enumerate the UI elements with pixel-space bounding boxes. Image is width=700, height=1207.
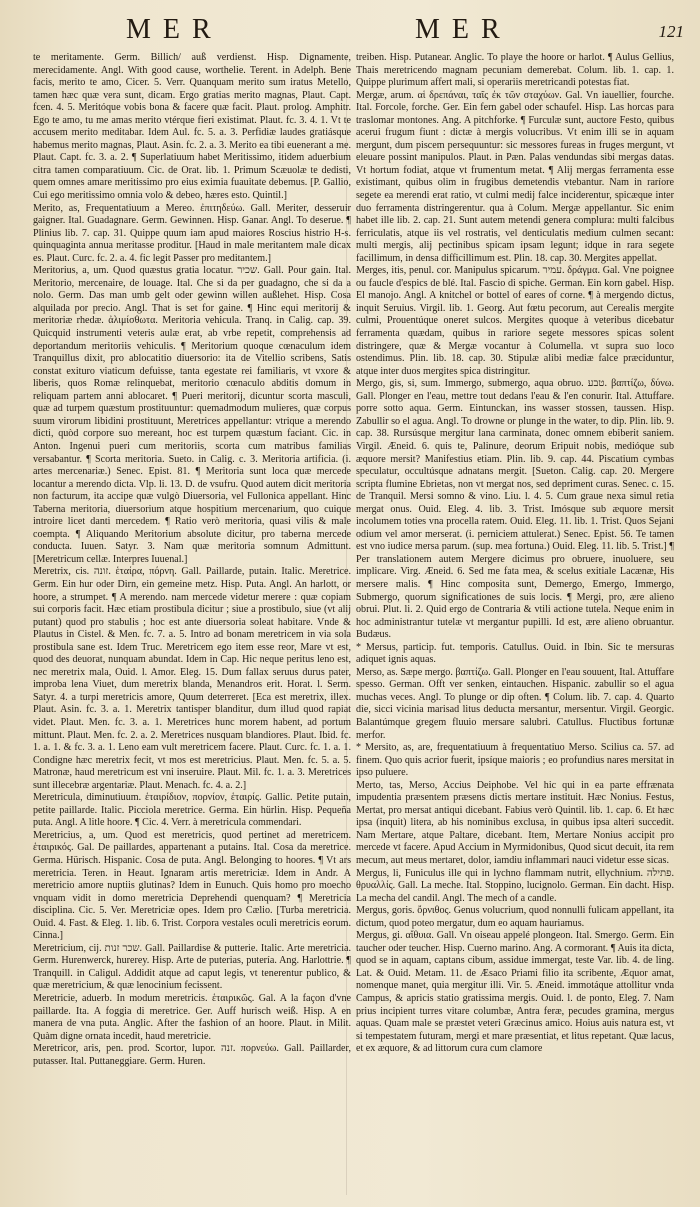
left-column <box>33 52 351 1200</box>
entry-paragraph: Merges, itis, penul. cor. Manipulus spicarum. עמיר. δράγμα. Gal. Vne poignee ou faucle d'espics de blé. Ital. Fascio di spiche. German. Ein korn gabel. Hisp. El manojo. Angl. A knitchel or bottel of eares of corne. ¶ à mergendo dictus, inquit Seruius. Virgil. lib. 1. Georg. Aut fœtu pecorum, aut Cerealis mergite culmi, Prouentúque oneret sulcos. Mergites quoque à veteribus dicebatur ferramenta quædam, quibus in rariore segete messores spicas solent distringere, quæ & Mergæ vocantur à Columella. vt supra suo loco ostendimus. Plin. lib. 18. cap. 30. Stipulæ alibi mediæ falce præciduntur, atque inter duos mergites spica distringitur. <box>356 265 674 377</box>
entry-paragraph: * Mersito, as, are, frequentatiuum à frequentatiuo Merso. Scilius ca. 57. ad finem. Quo quis acrior fuerit, ipsíque maioris ; eo profundius nares mersitat in ipso puluere. <box>356 742 674 779</box>
entry-paragraph: Meretricius, a, um. Quod est meretricis, quod pertinet ad meretricem. ἑταιρικός. Gal. De paillardes, appartenant a putains. Ital. Cosa da meretrice. Germa. Hürisch. Hispanic. Cosa de puta. Angl. Belonging to hoores. ¶ Vt ars meretricia. Teren. in Heaut. Ignaram artis meretriciæ. Idem in Andr. A meretricio amore nuptiis glutinas? Idem in Eunuch. Quis homo pro moecho vnquam vidit in domo meretricia Deprehendi quenquam? ¶ Meretricia disciplina. Cic. 5. Ver. Meretriciæ opes. Idem pro Cælio. [Turba meretricia. Ouid. 4. Fast. & Eleg. 1. lib. 6. Trist. Corpora vestales oculi meretricis eorum. Cinna.] <box>33 829 351 942</box>
entry-paragraph: * Mersus, particip. fut. temporis. Catullus. Ouid. in Ibin. Sic te mersuras adiquet ignis aquas. <box>356 641 674 666</box>
entry-paragraph: Mergæ, arum. αἱ δρεπάναι, ταῖς ἐκ τῶν σταχύων. Gal. Vn iauellier, fourche. Ital. Forcole, forche. Ger. Ein fern gabel oder schaufel. Hisp. Las horcas para traslomar montones. Ang. A pitchforke. ¶ Furculæ sunt, auctore Festo, quibus acerui frugum fiunt : dictæ à mergis volucribus. Vt enim illi se in aquam mergunt, dum piscem persequuntur: sic messores fureas in fruges mergunt, vt eleuare possint manipulos. Plaut. in Pæn. Palas vendundas sibi mergas datas. Vt hortum fodiat, atque vt frumentum metat. ¶ Alij mergas ferramenta esse existimant, quibus olim in frugibus demetendis vtebantur. Nam in raríore segete ea merendi erat ratio, vt culmi medij falce inciderentur, spicæque inter duo ferramenta distringerentur. qua à Colum. Mergæ appellantur. Sic enim habet ille lib. 2. cap. 21. Sunt autem metendi genera complura: multi falcibus ferriculatis, atque iis vel rostratis, vel denticulatis medium culmen secant: multi mergis, alij pectinibus spicam ipsam legunt; idque in rara segete facillimum, in densa difficillimum est. Plin. 18. cap. 30. Mergites appellat. <box>356 89 674 264</box>
entry-paragraph: Meretricie, aduerb. In modum meretricis. ἑταιρικῶς. Gal. A la façon d'vne paillarde. Ita. A foggia di meretrice. Ger. Auff hurisch weiß. Hisp. A en manera de vna puta. Anglic. After the fashion of an hoore. Plaut. in Milit. Quàm digne ornata incedit, haud meretricie. <box>33 993 351 1042</box>
entry-paragraph: Meretricium, cij. שכר זנות. Gall. Paillardise & putterie. Italic. Arte meretricia. Germ. Hurenwerck, hurerey. Hisp. Arte de puterias, putería. Ang. Harlottrie. ¶ Tranquill. in Caligul. Addidit atque ad caput legis, vt tenerentur publico, & quæ meretricium, & quæ lenocinium fecissent. <box>33 942 351 992</box>
entry-paragraph: Mergus, goris. ὄρνιθος. Genus volucrium, quod nonnulli fulicam appellant, ita dictum, quod poteo mergatur, dum eo aquam hauriamus. <box>356 905 674 929</box>
entry-paragraph: Mergus, gi. αἴθυια. Gall. Vn oiseau appelé plongeon. Ital. Smergo. Germ. Ein taucher oder teucher. Hisp. Cuerno marino. Ang. A cormorant. ¶ Auis ita dicta, quod se in aquam, captans cibum, assidue immergat, teste Var. lib. 4. de ling. Lat. & Ouid. Metam. 11. de Æsaco Priami filio ita scribente, Æquor amat, nomenque manet, quia mergitur illi. Vir. 5. Æneid. immotáque attollitur vnda Campus, & apricis statio gratissima mergis. Ouid. l. de ponto, Eleg. 7. Nam prius incipient turres vitare columbæ, Antra feræ, pecudes gramina, mergus aquas. Quam male se præstet veteri Græcinus amico. Hoius auis natura est, vt si tempestatem futuram, mergi et mare præsentiat, et litus repetant. Quæ lacus, et ex æquore, & ad littorum cura cum clamore <box>356 930 674 1055</box>
entry-paragraph: Merito, as, Frequentatiuum a Mereo. ἐπιτηδεύω. Gall. Meriter, desseruir gaigner. Ital. Guadagnare. Germ. Gewinnen. Hisp. Ganar. Angl. To deserue. ¶ Plinius lib. 7. cap. 31. Quippe quum iam apud maiores Roscius histrio H-s. quinquaginta annua meritasse proditur. [Haud in male meritantem male dicax es. Plaut. Curc. fc. 2. a. 4. fic legit Passer pro meditantem.] <box>33 202 351 264</box>
entry-paragraph: Merto, tas, Merso, Accius Deiphobe. Vel hic qui in ea parte effrænata impudentia præsentem præsens dictis mertare instituit. Hæc Nonius. Festus, Mertat, pro mersat antiqui dicebant. Fabius verò Quintil. lib. 1. cap. 6. Et hæc ipsa (inquit) litera, ab his nominibus exclusa, in quibus ipsa alteri succedit. Nam Mertare, atque Paltare, dicebant. Item, Mertare Nonius accipit pro mercede vt facere. Apud Accium in Myrmidonibus, Quod sicut decuit, ita rem mecum, aut meus mertaret, dolor, iamdiu inflammari nauci videtur esse sicas. <box>356 779 674 866</box>
right-running-head: MER <box>415 14 512 45</box>
entry-paragraph: Meritorius, a, um. Quod quæstus gratia locatur. שכיר. Gall. Pour gain. Ital. Meritorio, mercenaire, de louage. Ital. Che si da per guadagno, che si da a nolo. Germ. Das man umb gelt oder gewinn willen außlehet. Hisp. Cosa alquilada por precio. Angl. That is set for gaine. ¶ Hinc equi meritorij & meritoriæ rhedæ. ἀλιμίσθωτα. Meritoria vehicula. Tranq. in Calig. cap. 39. Quicquid instrumenti veteris aulæ erat, ab vrbe repetit, comprehensis ad deportandum meritoriis vehiculis. ¶ Meritorium quoque cœnaculum idem Tranquillus dixit, pro ablocatitio diuersorio: ita de Vitellio scribens, Satis constat exituro viaticum defuisse, tanta egestate rei familiaris, vt vxore & liberis, quos Romæ relinquebat, meritorio cœnaculo abditis domum in reliquam partem anni ablocaret. ¶ Pueri meritorij, dicuntur scorta masculi, quæ ad turpem quæstum prostituuntur: quemadmodum mulieres, quæ corpus suum virorum libidini prostituunt, Meretrices appellantur: vtrique a merendo dicti, quòd corpore suo mereant, hoc est turpem quæstum faciant. Cic. in Anton. Ingenui pueri cum meritoriis, scorta cum matribus familias versabantur. ¶ Scorta meritoria. Sueto. in Calig. c. 3. Meritoria artificia. (i. artes mercenariæ.) Senec. Epist. 81. ¶ Meritoria sunt loca quæ mercede locantur a merendo dicta. Vlp. li. 13. D. de vsufru. Quod autem dicit meritoria non facturum, ita accipe quæ vulgò Diuersoria, vel Fullonica appellant. Hinc Taberna meritoria, diuersorium atque hospitium mercenarium, quo cuique introire licet danti mercedem. ¶ Ratio verò meritoria, quasi vilis & male coempta. ¶ Aliquando Meritorium absolute dicitur, pro taberna mercede conducta. Iuuen. Satyr. 3. Nam quæ meritoria somnum Admittunt. [Meretricum cellæ. Interpres Iuuenal.] <box>33 265 351 565</box>
page-number: 121 <box>658 22 684 41</box>
left-running-head: MER <box>126 14 223 45</box>
entry-paragraph: Meretricula, diminutiuum. ἑταιρίδιον, πορνίον, ἑταιρίς. Gallic. Petite putain, petite paillarde. Italic. Picciola meretrice. Germa. Ein hürlin. Hisp. Pequeña puta. Angl. A litle hoore. ¶ Cic. 4. Verr. à meretricula commendari. <box>33 792 351 829</box>
running-header <box>0 14 700 50</box>
entry-paragraph: Merso, as. Sæpe mergo. βαπτίζω. Gall. Plonger en l'eau souuent, Ital. Attuffare spesso. German. Offt ver senken, eintauchen. Hispanic. zabullir so el agua muchas veces. Angl. To plunge or dip often. ¶ Colum. lib. 7. cap. 4. Quarto die, sicci vicinia marisad litus deducta mersantur, mersentur. Virgil. Georgic. Balantúmque gregem fluuio mersare salubri. Catullus. Fluctibus fortunæ merfor. <box>356 666 674 741</box>
entry-paragraph: treiben. Hisp. Putanear. Anglic. To playe the hoore or harlot. ¶ Aulus Gellius, Thais meretricendo magnam pecuniam demerebat. Colum. lib. 1. cap. 1. Quippe plurimum affert mali, si operariis meretricandi potestas fiat. <box>356 52 674 89</box>
entry-paragraph: te meritamente. Germ. Billich/ auß verdienst. Hisp. Dignamente, merecidamente. Angl. With good cause, worthelie. Terent. in Adelph. Bene facis, merito te amo, Cicer. 5. Verr. Quanquam merito sum iratus Metello, tamen hæc quæ vera sunt, dicam. Ergo gratias merito magnas, Plaut. Capt. fcen. 4. 5. Meritóque vobis bona & facere quæ facit. Plaut. prolog. Amphitr. Ego te amo, tu me amas merito vtérque fieri existimat. Plaut. fc. 3. 4. 1. Vt te accusem merito meditabar. Idem Aul. fc. 5. a. 3. Perfidiæ laudes gratiásque habemus merito magnas, Plaut. Asin. fc. 2. a. 3. Merito ea tibi euenerant a me. Plaut. Capt. fc. 3. a. 2. ¶ Superlatiuum habet Meritissimo, itidem aduerbium citra tamen comparatiuum. Cic. de Orat. lib. 1. Primum Scæuolæ te dedisti, quem omnes amare meritissimo pro eius eximia fuauitate debemus. [P. Gallio, Cui ego meritissimo omnia volo & debeo, hæres esto. Quintil.] <box>33 52 351 202</box>
right-column <box>356 52 674 1200</box>
entry-paragraph: Meretrix, cis. זונה. ἑταίρα, πόρνη. Gall. Paillarde, putain. Italic. Meretrice. Germ. Ein hur oder Dirn, ein gemeine metz. Hisp. Puta. Angl. An harlott, or hoore, a strumpet. ¶ A merendo. nam mercede videtur merere : quæ copiam sui corporis facit. Hæc etiam prostibula dicitur ; siue a prostibulo, siue (vt alij putant) quod pro stabulis ; hoc est ante diuersoria soleat habitare. Vnde & Plautus in Cistel. & Men. fc. 7. a. 5. Intro ad bonam meretricem in via sola prostibula sane est. Idem Truc. Meretricem ego item esse reor, Mare vt est, quod des deuorat, nunquam abundat. Idem in Cap. Hic neque peritus leno est, nec meretrix mala, Ouid. l. Amor. Eleg. 15. Dum fallax seruus durus pater, improba lena Viuet, dum meretrix blanda, Menandros erit. Horat. l. Serm. Satyr. 4. a turpi meretricis amore, Quum deterreret. [Eca est meretrix, illex. Plaut. Asin. fc. 3. a. 1. Meretrix tantisper blanditur, dum illud quod rapiat videt. Plaut. Men. fc. 3. a. 1. Meretrices hunc morem habent, ad portum mittunt. Plaut. Men. fc. 2. a. 2. Meretrices nusquam blandiores. Plaut. Ibid. fc. 1. a. 1. & fc. 3. a. 1. Leno eam vult meretricem facere. Plaut. Curc. fc. 1. a. 1. Condigne hæc meretrix fecit, vt mos est meretricius. Plaut. Men. fc. 5. a. 5. Matronæ, haud meretricum est vni inseruire. Plaut. Mil. fc. 1. a. 3. Meretrices sunt illecebræ argentariæ. Plaut. Menach. fc. 4. a. 2.] <box>33 566 351 791</box>
entry-paragraph: Mergo, gis, si, sum. Immergo, submergo, aqua obruo. טבע. βαπτίζω, δύνω. Gall. Plonger en l'eau, mettre tout dedans l'eau & l'en conurir. Ital. Attuffare. porre sotto aqua. Germ. Eintunckan, ins wasser stossen, taussen. Hisp. Zabullir so el agua. Angl. To drowne or plunge in the water, to dip. Plin. lib. 9. cap. 38. Rursúsque mergitur lana carminata, donec omnem ebiberit saniem. Virgil. Æneid. 6. quis te, Palinure, deorum Eripuit nobis, medióque sub æquore mersit? Manifestius etiam. Plin. lib. 9. cap. 44. Piscatium cymbas speculatur, occultúsque adnatans mergit. [Sueton. Calig. cap. 20. Mergere scripta flumine Ebrietas, non vt mergat nos, sed depriment curas. Senec. c. 15. de Tranquil. Mersi somno & vino. Liu. l. 4. 5. Cum graue nexa simul retia mergat onus. Ouid. Eleg. 4. lib. 3. Trist. Imósque sub æquore mersit incolumem toties vna procella ratem. Ouid. Eleg. 11. lib. 1. Trist. Quos Sejani odium vel amor merserat. (i. perniciem attulerat.) Senec. Epist. 56. Te tamen est vno iudice mersa parum. (sup. mea fortuna.) Ouid. Eleg. 11. lib. 5. Trist.] ¶ Per translationem autem Mergere dicimus pro obruere, inuoluere, seu implicare. Virg. Æneid. 6. Sed me fata mea, & scelus exitiale Lacænæ, His mersere malis. ¶ Hinc composita sunt, Demergo, Emergo, Immergo, Submergo, quorum significationes de suis locis. ¶ Mergi, pro, ære alieno obrui. Plut. li. 2. Quid ergo de Contraria & vtili actione tutela. Neque enim in hoc administrantur tutelæ vt mergantur pupilli. Id est, ære alieno obruantur. Budæus. <box>356 378 674 641</box>
entry-paragraph: Meretricor, aris, pen. prod. Scortor, lupor. זנה. πορνεύω. Gall. Paillarder, putasser. Ital. Puttaneggiare. Germ. Huren. <box>33 1043 351 1067</box>
entry-paragraph: Mergus, li, Funiculus ille qui in lychno flammam nutrit, ellychnium. פתילה. θρυαλλίς. Gall. La meche. Ital. Stoppino, lucignolo. German. Ein dacht. Hisp. La mecha del candil. Angl. The mech of a candle. <box>356 867 674 904</box>
